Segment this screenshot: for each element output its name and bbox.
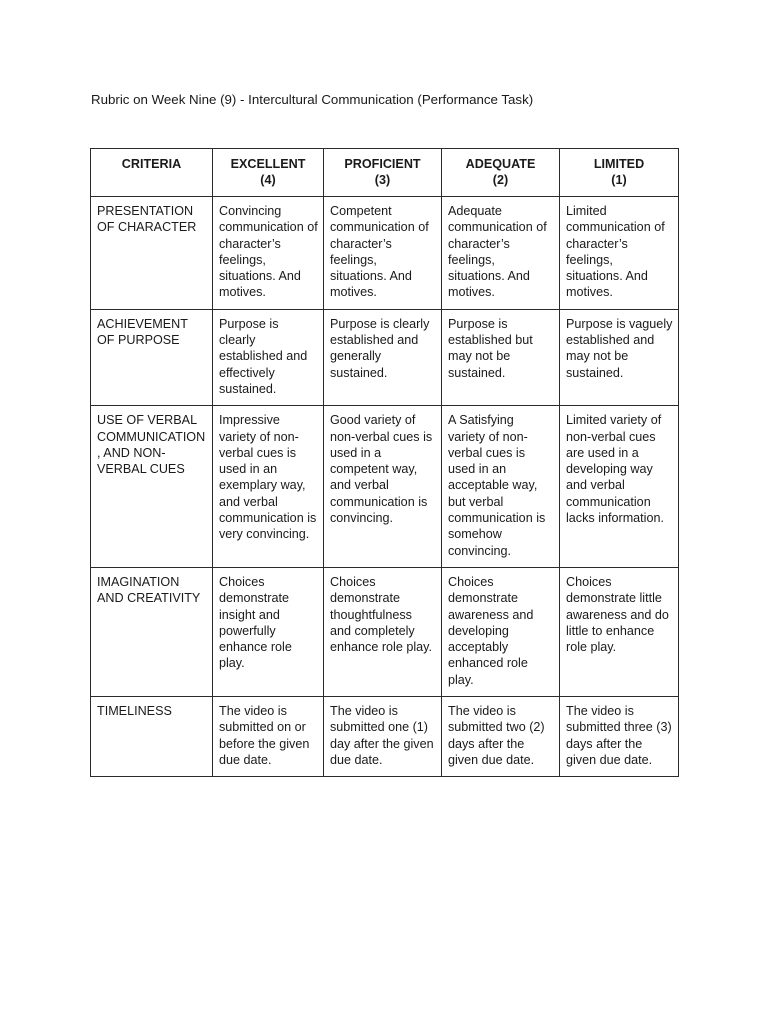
adequate-cell: Purpose is established but may not be sustained. — [442, 309, 560, 405]
criteria-cell: TIMELINESS — [91, 697, 213, 777]
table-row — [91, 197, 679, 310]
header-proficient — [324, 149, 442, 197]
limited-cell: Limited variety of non-verbal cues are used in a developing way and verbal communication lacks information. — [560, 406, 679, 568]
header-excellent-label: EXCELLENT — [230, 157, 306, 171]
header-adequate — [442, 149, 560, 197]
excellent-cell: The video is submitted on or before the given due date. — [213, 697, 324, 777]
adequate-cell: A Satisfying variety of non-verbal cues is used in an acceptable way, but verbal communication is somehow convincing. — [442, 406, 560, 568]
adequate-cell: Choices demonstrate awareness and developing acceptably enhanced role play. — [442, 567, 560, 696]
header-limited-label: LIMITED — [593, 157, 645, 171]
limited-cell: The video is submitted three (3) days after the given due date. — [560, 697, 679, 777]
limited-cell: Limited communication of character’s feelings, situations. And motives. — [560, 197, 679, 310]
header-adequate-score: (2) — [492, 173, 509, 188]
criteria-cell: ACHIEVEMENT OF PURPOSE — [91, 309, 213, 405]
table-row — [91, 697, 679, 777]
table-row — [91, 406, 679, 568]
table-row — [91, 309, 679, 405]
header-proficient-label: PROFICIENT — [344, 157, 421, 171]
table-row — [91, 567, 679, 696]
limited-cell: Choices demonstrate little awareness and do little to enhance role play. — [560, 567, 679, 696]
header-row — [91, 149, 679, 197]
proficient-cell: The video is submitted one (1) day after the given due date. — [324, 697, 442, 777]
criteria-cell: IMAGINATION AND CREATIVITY — [91, 567, 213, 696]
adequate-cell: The video is submitted two (2) days after the given due date. — [442, 697, 560, 777]
proficient-cell: Competent communication of character’s feelings, situations. And motives. — [324, 197, 442, 310]
proficient-cell: Choices demonstrate thoughtfulness and completely enhance role play. — [324, 567, 442, 696]
header-criteria — [91, 149, 213, 197]
header-adequate-label: ADEQUATE — [465, 157, 536, 171]
rubric-table — [90, 148, 679, 777]
page-title: Rubric on Week Nine (9) - Intercultural Communication (Performance Task) — [91, 92, 534, 107]
criteria-cell: PRESENTATION OF CHARACTER — [91, 197, 213, 310]
header-excellent — [213, 149, 324, 197]
header-proficient-score: (3) — [374, 173, 391, 188]
limited-cell: Purpose is vaguely established and may not be sustained. — [560, 309, 679, 405]
proficient-cell: Purpose is clearly established and generally sustained. — [324, 309, 442, 405]
excellent-cell: Purpose is clearly established and effectively sustained. — [213, 309, 324, 405]
criteria-cell: USE OF VERBAL COMMUNICATION, AND NON-VERBAL CUES — [91, 406, 213, 568]
excellent-cell: Convincing communication of character’s feelings, situations. And motives. — [213, 197, 324, 310]
proficient-cell: Good variety of non-verbal cues is used in a competent way, and verbal communication is convincing. — [324, 406, 442, 568]
header-limited — [560, 149, 679, 197]
header-excellent-score: (4) — [260, 173, 276, 188]
excellent-cell: Choices demonstrate insight and powerfully enhance role play. — [213, 567, 324, 696]
adequate-cell: Adequate communication of character’s feelings, situations. And motives. — [442, 197, 560, 310]
header-limited-score: (1) — [611, 173, 627, 188]
excellent-cell: Impressive variety of non-verbal cues is used in an exemplary way, and verbal communication is very convincing. — [213, 406, 324, 568]
header-criteria-label: CRITERIA — [121, 157, 182, 171]
